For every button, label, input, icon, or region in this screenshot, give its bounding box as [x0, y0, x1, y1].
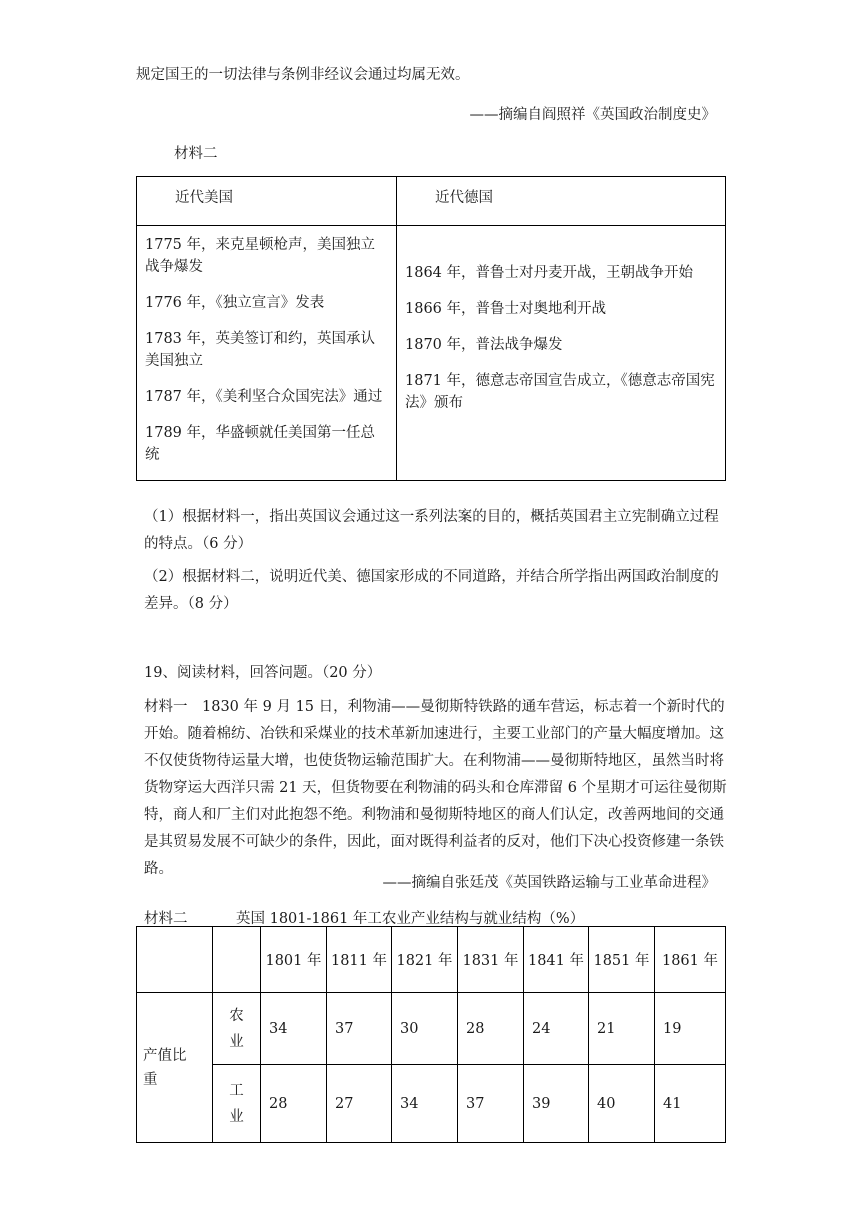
table-title: 英国 1801-1861 年工农业产业结构与就业结构（%） — [236, 911, 585, 927]
value-cell: 19 — [655, 993, 726, 1065]
row-label-agriculture: 农业 — [213, 993, 261, 1065]
material-2-label: 材料二 — [174, 146, 218, 162]
us-event: 1783 年，英美签订和约，英国承认美国独立 — [145, 331, 376, 369]
question-2: （2）根据材料二，说明近代美、德国家形成的不同道路，并结合所学指出两国政治制度的差异。（8 分） — [144, 569, 719, 612]
value-cell: 24 — [524, 993, 589, 1065]
year-header: 1841 年 — [524, 927, 589, 993]
value-cell: 30 — [392, 993, 458, 1065]
row-label-industry: 工业 — [213, 1065, 261, 1143]
germany-event: 1866 年，普鲁士对奥地利开战 — [405, 301, 607, 317]
corner-cell — [213, 927, 261, 993]
value-cell: 37 — [458, 1065, 524, 1143]
value-cell: 40 — [589, 1065, 655, 1143]
year-header: 1831 年 — [458, 927, 524, 993]
header-germany: 近代德国 — [397, 177, 726, 226]
value-cell: 28 — [261, 1065, 327, 1143]
value-cell: 27 — [327, 1065, 392, 1143]
value-cell: 28 — [458, 993, 524, 1065]
citation-1: ——摘编自阎照祥《英国政治制度史》 — [469, 107, 716, 123]
us-events-cell — [137, 226, 397, 481]
question-1: （1）根据材料一，指出英国议会通过这一系列法案的目的，概括英国君主立宪制确立过程的特点。（6 分） — [144, 509, 719, 552]
us-event: 1787 年，《美利坚合众国宪法》通过 — [145, 389, 383, 405]
us-event: 1775 年，来克星顿枪声，美国独立战争爆发 — [145, 237, 376, 275]
q19-material-1: 材料一 1830 年 9 月 15 日，利物浦——曼彻斯特铁路的通车营运，标志着一个新时代的开始。随着棉纺、冶铁和采煤业的技术革新加速进行，主要工业部门的产量大幅度增加。这不仅使货物待运量大增，也使货物运输范围扩大。在利物浦——曼彻斯特地区，虽然当时将货物穿运大西洋只需 21 天，但货物要在利物浦的码头和仓库滞留 6 个星期才可运往曼彻斯特，商人和厂主们对此抱怨不绝。利物浦和曼彻斯特地区的商人们认定，改善两地间的交通是其贸易发展不可缺少的条件，因此，面对既得利益者的反对，他们下决心投资修建一条铁路。 — [144, 699, 727, 877]
value-cell: 21 — [589, 993, 655, 1065]
value-cell: 41 — [655, 1065, 726, 1143]
question-19-title: 19、阅读材料，回答问题。（20 分） — [144, 665, 382, 681]
us-germany-table — [136, 176, 726, 481]
year-header: 1821 年 — [392, 927, 458, 993]
value-cell: 34 — [392, 1065, 458, 1143]
year-header: 1811 年 — [327, 927, 392, 993]
intro-line: 规定国王的一切法律与条例非经议会通过均属无效。 — [136, 67, 470, 83]
group-label: 产值比重 — [137, 993, 213, 1143]
us-event: 1789 年，华盛顿就任美国第一任总统 — [145, 425, 376, 463]
value-cell: 34 — [261, 993, 327, 1065]
germany-events-cell — [397, 226, 726, 481]
year-header: 1861 年 — [655, 927, 726, 993]
value-cell: 39 — [524, 1065, 589, 1143]
year-header: 1801 年 — [261, 927, 327, 993]
value-cell: 37 — [327, 993, 392, 1065]
germany-event: 1864 年，普鲁士对丹麦开战，王朝战争开始 — [405, 265, 694, 281]
citation-2: ——摘编自张廷茂《英国铁路运输与工业革命进程》 — [382, 875, 716, 891]
germany-event: 1870 年，普法战争爆发 — [405, 337, 563, 353]
q19-material-2-label: 材料二 — [144, 911, 188, 927]
structure-table — [136, 926, 726, 1143]
us-event: 1776 年，《独立宣言》发表 — [145, 295, 325, 311]
germany-event: 1871 年，德意志帝国宣告成立，《德意志帝国宪法》颁布 — [405, 373, 715, 411]
year-header: 1851 年 — [589, 927, 655, 993]
corner-cell — [137, 927, 213, 993]
header-us: 近代美国 — [137, 177, 397, 226]
